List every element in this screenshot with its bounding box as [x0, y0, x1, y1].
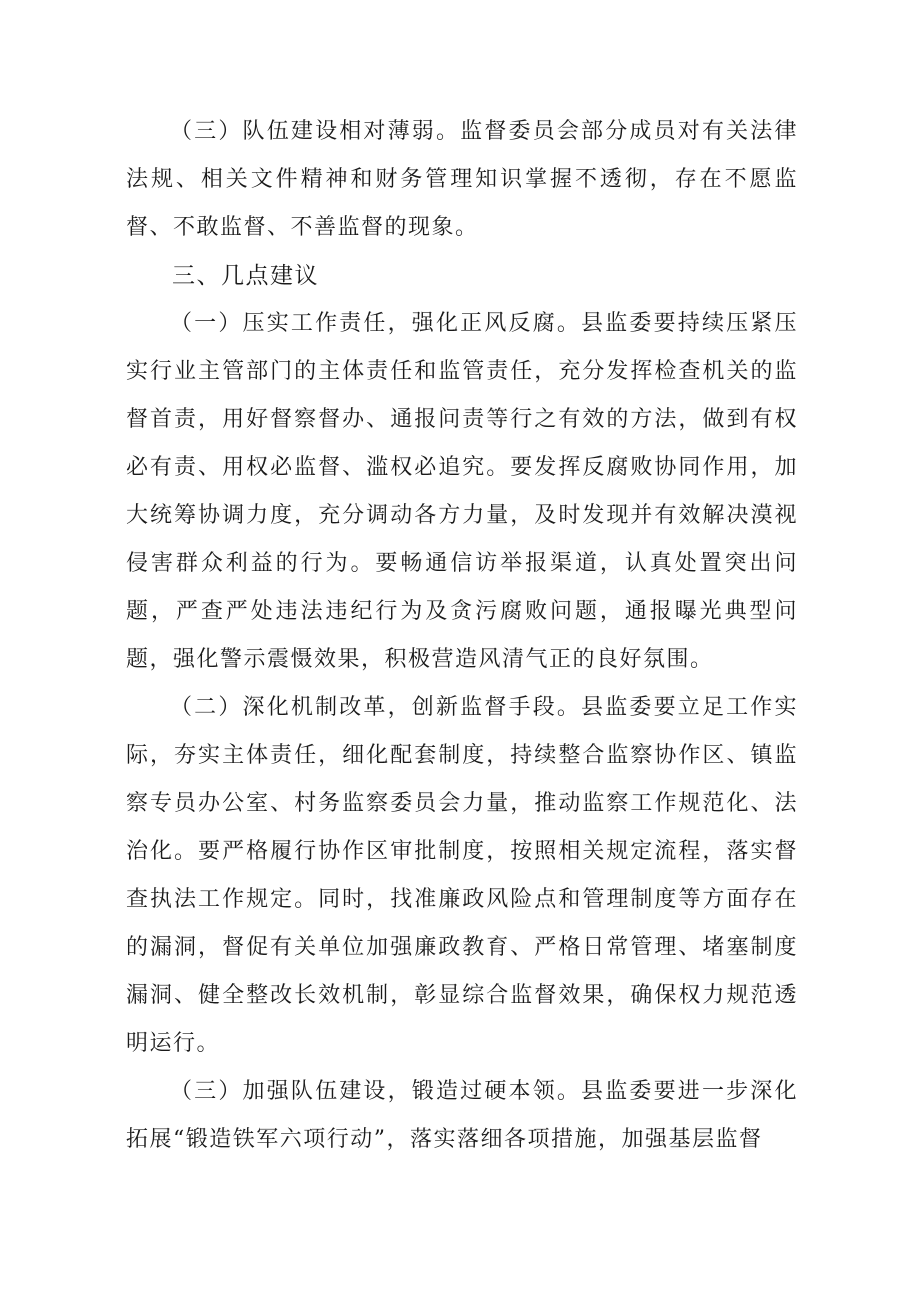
- section-heading-suggestions: 三、几点建议: [172, 263, 319, 289]
- document-body: [126, 108, 798, 1164]
- paragraph-team-weakness: （三）队伍建设相对薄弱。监督委员会部分成员对有关法律法规、相关文件精神和财务管理知识掌握不透彻，存在不愿监督、不敢监督、不善监督的现象。: [126, 119, 798, 240]
- paragraph-team-building: （三）加强队伍建设，锻造过硬本领。县监委要进一步深化拓展“锻造铁军六项行动”，落实落细各项措施，加强基层监督: [126, 1079, 798, 1152]
- paragraph-work-responsibility: （一）压实工作责任，强化正风反腐。县监委要持续压紧压实行业主管部门的主体责任和监管责任，充分发挥检查机关的监督首责，用好督察督办、通报问责等行之有效的方法，做到有权必有责、用权必监督、滥权必追究。要发挥反腐败协同作用，加大统筹协调力度，充分调动各方力量，及时发现并有效解决漠视侵害群众利益的行为。要畅通信访举报渠道，认真处置突出问题，严查严处违法违纪行为及贪污腐败问题，通报曝光典型问题，强化警示震慑效果，积极营造风清气正的良好氛围。: [126, 311, 798, 672]
- paragraph-mechanism-reform: （二）深化机制改革，创新监督手段。县监委要立足工作实际，夯实主体责任，细化配套制度，持续整合监察协作区、镇监察专员办公室、村务监察委员会力量，推动监察工作规范化、法治化。要严格履行协作区审批制度，按照相关规定流程，落实督查执法工作规定。同时，找准廉政风险点和管理制度等方面存在的漏洞，督促有关单位加强廉政教育、严格日常管理、堵塞制度漏洞、健全整改长效机制，彰显综合监督效果，确保权力规范透明运行。: [126, 695, 798, 1056]
